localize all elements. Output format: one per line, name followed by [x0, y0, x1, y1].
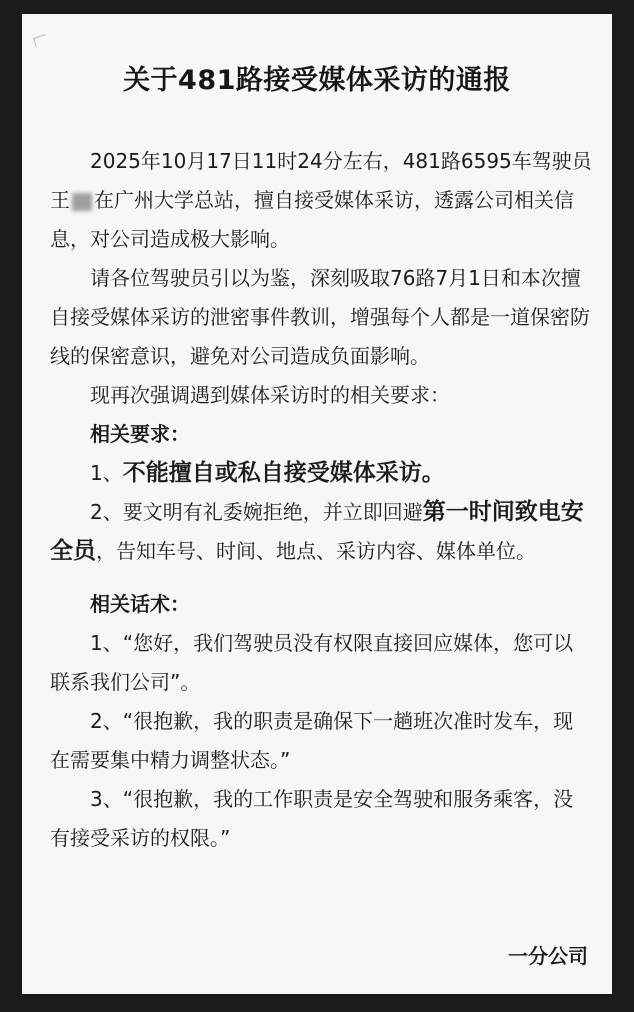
requirement-2-prefix: 2、要文明有礼委婉拒绝，并立即回避 — [90, 500, 423, 524]
script-item-1: 1、“您好，我们驾驶员没有权限直接回应媒体，您可以联系我们公司”。 — [50, 631, 574, 694]
incident-text-a: 2025年10月17日11时24分左右，481路6595车驾驶员王 — [50, 149, 592, 212]
requirement-item-1 — [50, 454, 592, 493]
document-body — [50, 142, 592, 858]
requirement-1-text: 不能擅自或私自接受媒体采访。 — [122, 460, 445, 486]
notice-document — [22, 14, 612, 994]
paragraph-warning: 请各位驾驶员引以为鉴，深刻吸取76路7月1日和本次擅自接受媒体采访的泄密事件教训，增强每个人都是一道保密防线的保密意识，避免对公司造成负面影响。 — [50, 266, 590, 368]
requirements-heading: 相关要求： — [90, 422, 190, 446]
document-title: 关于481路接受媒体采访的通报 — [123, 65, 511, 96]
signature: 一分公司 — [508, 944, 588, 968]
paragraph-emphasis: 现再次强调遇到媒体采访时的相关要求： — [90, 383, 450, 407]
requirement-1-prefix: 1、 — [90, 461, 123, 485]
scripts-heading: 相关话术： — [90, 592, 190, 616]
redacted-name — [72, 193, 92, 211]
script-item-3: 3、“很抱歉，我的工作职责是安全驾驶和服务乘客，没有接受采访的权限。” — [50, 787, 574, 850]
incident-text-b: 在广州大学总站，擅自接受媒体采访，透露公司相关信息，对公司造成极大影响。 — [50, 188, 574, 251]
paragraph-incident — [50, 142, 592, 259]
fold-mark — [33, 34, 48, 47]
script-item-2: 2、“很抱歉，我的职责是确保下一趟班次准时发车，现在需要集中精力调整状态。” — [50, 709, 574, 772]
requirement-2-rest: ，告知车号、时间、地点、采访内容、媒体单位。 — [96, 539, 536, 563]
requirement-item-2 — [50, 493, 592, 571]
requirement-2-emphasis: 第一时间致电安全员 — [50, 499, 584, 564]
